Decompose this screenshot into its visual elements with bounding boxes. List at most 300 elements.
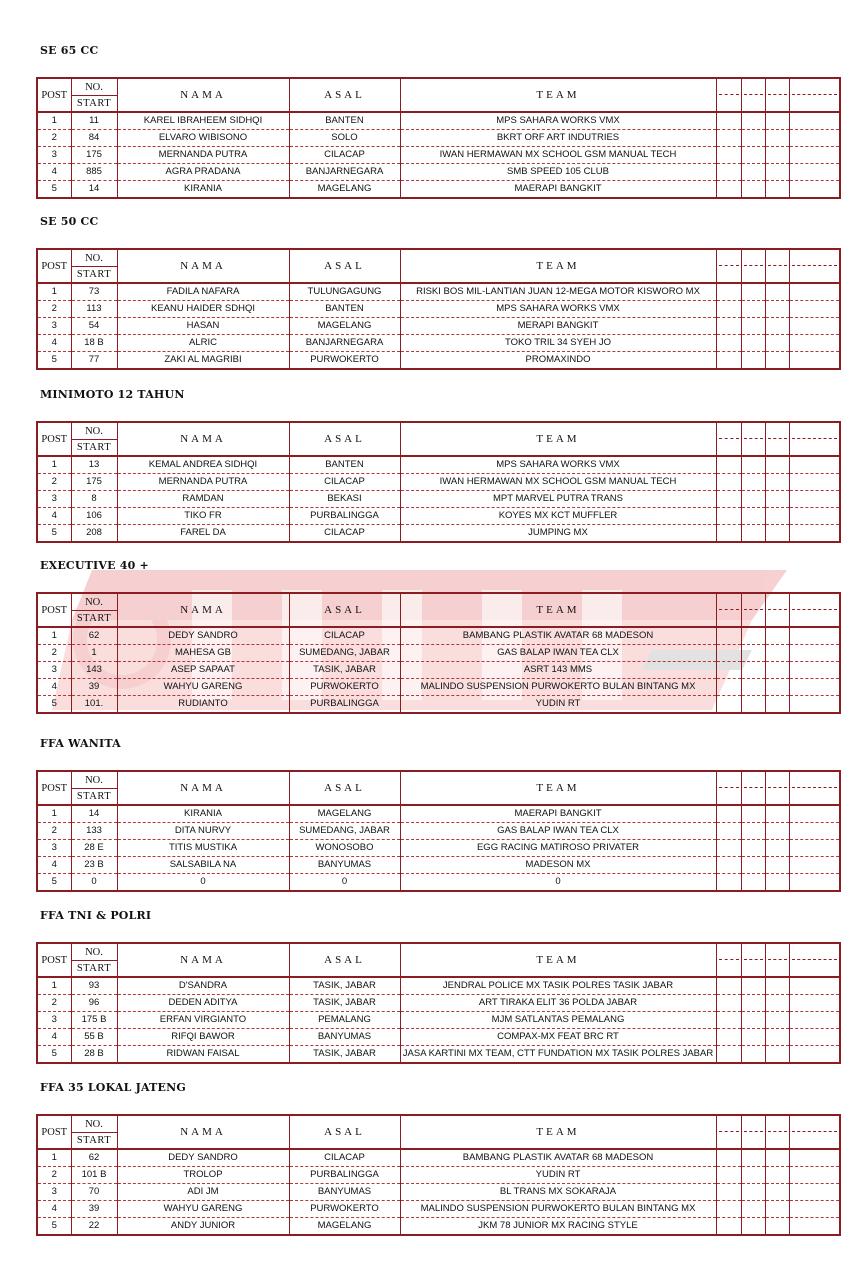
cell-box <box>741 1167 765 1184</box>
cell-asal: CILACAP <box>289 627 400 645</box>
cell-nama: ALRIC <box>117 335 289 352</box>
cell-box <box>741 1046 765 1064</box>
cell-box <box>716 112 741 130</box>
cell-box <box>765 823 789 840</box>
cell-box <box>789 491 840 508</box>
cell-nama: KAREL IBRAHEEM SIDHQI <box>117 112 289 130</box>
header-no-start <box>71 943 117 977</box>
table-row <box>37 1167 840 1184</box>
table-row <box>37 696 840 714</box>
cell-box <box>789 112 840 130</box>
cell-box <box>765 1167 789 1184</box>
cell-team: MAERAPI BANGKIT <box>400 805 716 823</box>
header-team: TEAM <box>400 249 716 283</box>
header-box <box>765 771 789 805</box>
cell-asal: 0 <box>289 874 400 892</box>
cell-nama: FAREL DA <box>117 525 289 543</box>
cell-box <box>716 456 741 474</box>
header-no: NO. <box>72 251 117 267</box>
cell-pos: 3 <box>37 662 71 679</box>
cell-nama: AGRA PRADANA <box>117 164 289 181</box>
cell-box <box>741 283 765 301</box>
cell-box <box>765 627 789 645</box>
cell-box <box>789 474 840 491</box>
cell-nama: ZAKI AL MAGRIBI <box>117 352 289 370</box>
cell-asal: BANYUMAS <box>289 1029 400 1046</box>
cell-box <box>716 977 741 995</box>
header-asal: ASAL <box>289 1115 400 1149</box>
cell-no-start: 14 <box>71 181 117 199</box>
header-box <box>765 422 789 456</box>
header-no: NO. <box>72 1117 117 1133</box>
cell-no-start: 22 <box>71 1218 117 1236</box>
cell-box <box>716 696 741 714</box>
cell-team: GAS BALAP IWAN TEA CLX <box>400 823 716 840</box>
cell-box <box>741 1201 765 1218</box>
cell-asal: TASIK, JABAR <box>289 977 400 995</box>
cell-no-start: 11 <box>71 112 117 130</box>
cell-box <box>741 1184 765 1201</box>
cell-box <box>741 995 765 1012</box>
header-box <box>741 422 765 456</box>
cell-no-start: 39 <box>71 1201 117 1218</box>
cell-team: PROMAXINDO <box>400 352 716 370</box>
cell-pos: 4 <box>37 1201 71 1218</box>
cell-box <box>789 301 840 318</box>
cell-team: MALINDO SUSPENSION PURWOKERTO BULAN BINTANG MX <box>400 679 716 696</box>
cell-box <box>716 335 741 352</box>
cell-no-start: 175 B <box>71 1012 117 1029</box>
cell-box <box>789 508 840 525</box>
cell-nama: KIRANIA <box>117 181 289 199</box>
cell-box <box>741 662 765 679</box>
cell-pos: 5 <box>37 1046 71 1064</box>
section-title: FFA 35 LOKAL JATENG <box>40 1081 186 1094</box>
cell-box <box>765 1184 789 1201</box>
cell-nama: 0 <box>117 874 289 892</box>
cell-box <box>741 112 765 130</box>
cell-team: 0 <box>400 874 716 892</box>
cell-box <box>765 874 789 892</box>
header-box <box>741 1115 765 1149</box>
header-start: START <box>76 1134 112 1146</box>
cell-pos: 2 <box>37 823 71 840</box>
cell-box <box>741 352 765 370</box>
cell-no-start: 18 B <box>71 335 117 352</box>
cell-asal: PURWOKERTO <box>289 679 400 696</box>
cell-box <box>789 1218 840 1236</box>
cell-box <box>789 456 840 474</box>
cell-box <box>716 283 741 301</box>
cell-team: BL TRANS MX SOKARAJA <box>400 1184 716 1201</box>
header-no-start <box>71 78 117 112</box>
cell-box <box>741 301 765 318</box>
cell-nama: TROLOP <box>117 1167 289 1184</box>
table-row <box>37 995 840 1012</box>
cell-no-start: 23 B <box>71 857 117 874</box>
header-box <box>789 593 840 627</box>
header-start: START <box>76 97 112 109</box>
cell-pos: 2 <box>37 1167 71 1184</box>
cell-box <box>765 508 789 525</box>
cell-box <box>741 130 765 147</box>
table-row <box>37 112 840 130</box>
header-box <box>741 593 765 627</box>
results-table <box>36 592 841 714</box>
cell-pos: 1 <box>37 283 71 301</box>
cell-asal: WONOSOBO <box>289 840 400 857</box>
header-nama: NAMA <box>117 943 289 977</box>
header-no: NO. <box>72 80 117 96</box>
cell-box <box>765 474 789 491</box>
cell-box <box>789 662 840 679</box>
cell-asal: BANJARNEGARA <box>289 335 400 352</box>
cell-team: MPT MARVEL PUTRA TRANS <box>400 491 716 508</box>
cell-box <box>716 1167 741 1184</box>
cell-asal: TULUNGAGUNG <box>289 283 400 301</box>
table-row <box>37 823 840 840</box>
cell-box <box>765 301 789 318</box>
cell-box <box>789 840 840 857</box>
cell-box <box>765 1046 789 1064</box>
table-row <box>37 1029 840 1046</box>
cell-box <box>741 491 765 508</box>
cell-nama: MAHESA GB <box>117 645 289 662</box>
cell-no-start: 175 <box>71 474 117 491</box>
table-row <box>37 1218 840 1236</box>
cell-pos: 4 <box>37 508 71 525</box>
cell-no-start: 77 <box>71 352 117 370</box>
cell-no-start: 101. <box>71 696 117 714</box>
header-no: NO. <box>72 945 117 961</box>
cell-box <box>716 995 741 1012</box>
header-box <box>741 78 765 112</box>
header-box <box>716 249 741 283</box>
cell-asal: TASIK, JABAR <box>289 1046 400 1064</box>
cell-team: GAS BALAP IWAN TEA CLX <box>400 645 716 662</box>
cell-nama: DITA NURVY <box>117 823 289 840</box>
cell-box <box>716 679 741 696</box>
cell-nama: HASAN <box>117 318 289 335</box>
cell-team: KOYES MX KCT MUFFLER <box>400 508 716 525</box>
cell-box <box>789 525 840 543</box>
cell-box <box>789 1046 840 1064</box>
table-row <box>37 1201 840 1218</box>
table-row <box>37 301 840 318</box>
table-row <box>37 1046 840 1064</box>
cell-box <box>789 335 840 352</box>
cell-asal: PURWOKERTO <box>289 1201 400 1218</box>
header-team: TEAM <box>400 422 716 456</box>
cell-pos: 4 <box>37 857 71 874</box>
cell-pos: 4 <box>37 679 71 696</box>
cell-nama: MERNANDA PUTRA <box>117 147 289 164</box>
cell-team: MAERAPI BANGKIT <box>400 181 716 199</box>
header-start: START <box>76 612 112 624</box>
cell-box <box>716 352 741 370</box>
cell-box <box>716 1218 741 1236</box>
cell-box <box>765 147 789 164</box>
header-team: TEAM <box>400 771 716 805</box>
header-nama: NAMA <box>117 771 289 805</box>
cell-box <box>765 352 789 370</box>
cell-team: IWAN HERMAWAN MX SCHOOL GSM MANUAL TECH <box>400 147 716 164</box>
header-box <box>741 249 765 283</box>
results-table <box>36 77 841 199</box>
cell-box <box>765 679 789 696</box>
cell-pos: 5 <box>37 181 71 199</box>
cell-nama: DEDEN ADITYA <box>117 995 289 1012</box>
cell-asal: SUMEDANG, JABAR <box>289 823 400 840</box>
cell-box <box>716 627 741 645</box>
header-asal: ASAL <box>289 593 400 627</box>
cell-box <box>716 508 741 525</box>
cell-box <box>765 1201 789 1218</box>
cell-nama: RIFQI BAWOR <box>117 1029 289 1046</box>
header-asal: ASAL <box>289 78 400 112</box>
header-box <box>741 771 765 805</box>
cell-team: ART TIRAKA ELIT 36 POLDA JABAR <box>400 995 716 1012</box>
table-row <box>37 456 840 474</box>
cell-no-start: 101 B <box>71 1167 117 1184</box>
header-post: POST <box>37 943 71 977</box>
cell-team: EGG RACING MATIROSO PRIVATER <box>400 840 716 857</box>
cell-no-start: 106 <box>71 508 117 525</box>
cell-nama: KIRANIA <box>117 805 289 823</box>
cell-nama: ERFAN VIRGIANTO <box>117 1012 289 1029</box>
cell-box <box>716 1149 741 1167</box>
table-row <box>37 645 840 662</box>
cell-box <box>765 662 789 679</box>
cell-team: YUDIN RT <box>400 696 716 714</box>
cell-pos: 1 <box>37 977 71 995</box>
cell-no-start: 143 <box>71 662 117 679</box>
table-row <box>37 147 840 164</box>
cell-box <box>765 456 789 474</box>
cell-no-start: 73 <box>71 283 117 301</box>
cell-team: IWAN HERMAWAN MX SCHOOL GSM MANUAL TECH <box>400 474 716 491</box>
table-row <box>37 857 840 874</box>
cell-box <box>741 181 765 199</box>
cell-pos: 3 <box>37 147 71 164</box>
header-no-start <box>71 771 117 805</box>
header-box <box>716 771 741 805</box>
header-team: TEAM <box>400 943 716 977</box>
cell-box <box>716 823 741 840</box>
cell-box <box>741 1218 765 1236</box>
cell-box <box>765 181 789 199</box>
header-asal: ASAL <box>289 943 400 977</box>
cell-pos: 5 <box>37 352 71 370</box>
header-box <box>789 78 840 112</box>
cell-pos: 3 <box>37 318 71 335</box>
cell-nama: RUDIANTO <box>117 696 289 714</box>
table-row <box>37 840 840 857</box>
cell-box <box>789 977 840 995</box>
cell-box <box>716 857 741 874</box>
header-box <box>716 422 741 456</box>
header-box <box>741 943 765 977</box>
table-row <box>37 1184 840 1201</box>
cell-pos: 1 <box>37 805 71 823</box>
cell-team: JENDRAL POLICE MX TASIK POLRES TASIK JABAR <box>400 977 716 995</box>
cell-box <box>765 112 789 130</box>
section-title: SE 65 CC <box>40 44 99 57</box>
cell-pos: 1 <box>37 627 71 645</box>
cell-team: COMPAX-MX FEAT BRC RT <box>400 1029 716 1046</box>
results-table <box>36 770 841 892</box>
header-no-start <box>71 593 117 627</box>
header-post: POST <box>37 422 71 456</box>
cell-box <box>765 857 789 874</box>
cell-nama: KEANU HAIDER SDHQI <box>117 301 289 318</box>
cell-asal: MAGELANG <box>289 181 400 199</box>
cell-nama: ADI JM <box>117 1184 289 1201</box>
cell-box <box>789 823 840 840</box>
table-row <box>37 662 840 679</box>
header-post: POST <box>37 1115 71 1149</box>
cell-no-start: 1 <box>71 645 117 662</box>
cell-box <box>716 1029 741 1046</box>
header-box <box>716 78 741 112</box>
table-row <box>37 474 840 491</box>
cell-box <box>789 318 840 335</box>
cell-pos: 5 <box>37 874 71 892</box>
cell-no-start: 93 <box>71 977 117 995</box>
cell-asal: CILACAP <box>289 474 400 491</box>
cell-asal: SOLO <box>289 130 400 147</box>
cell-team: BAMBANG PLASTIK AVATAR 68 MADESON <box>400 1149 716 1167</box>
cell-no-start: 133 <box>71 823 117 840</box>
cell-box <box>741 874 765 892</box>
cell-no-start: 885 <box>71 164 117 181</box>
table-row <box>37 805 840 823</box>
cell-box <box>789 679 840 696</box>
cell-box <box>741 977 765 995</box>
cell-team: YUDIN RT <box>400 1167 716 1184</box>
header-no: NO. <box>72 773 117 789</box>
cell-box <box>741 147 765 164</box>
cell-asal: CILACAP <box>289 147 400 164</box>
header-start: START <box>76 441 112 453</box>
cell-no-start: 208 <box>71 525 117 543</box>
cell-box <box>765 1218 789 1236</box>
header-team: TEAM <box>400 593 716 627</box>
cell-pos: 3 <box>37 840 71 857</box>
cell-pos: 3 <box>37 491 71 508</box>
cell-team: BKRT ORF ART INDUTRIES <box>400 130 716 147</box>
cell-box <box>789 1029 840 1046</box>
cell-box <box>765 696 789 714</box>
cell-team: SMB SPEED 105 CLUB <box>400 164 716 181</box>
cell-no-start: 84 <box>71 130 117 147</box>
table-row <box>37 491 840 508</box>
cell-no-start: 96 <box>71 995 117 1012</box>
cell-asal: BANYUMAS <box>289 1184 400 1201</box>
table-row <box>37 874 840 892</box>
cell-asal: BEKASI <box>289 491 400 508</box>
cell-box <box>765 1149 789 1167</box>
cell-box <box>716 662 741 679</box>
cell-pos: 3 <box>37 1184 71 1201</box>
cell-team: MJM SATLANTAS PEMALANG <box>400 1012 716 1029</box>
cell-box <box>765 995 789 1012</box>
header-box <box>765 593 789 627</box>
cell-team: MADESON MX <box>400 857 716 874</box>
cell-asal: BANTEN <box>289 456 400 474</box>
header-no-start <box>71 422 117 456</box>
section-title: MINIMOTO 12 TAHUN <box>40 388 185 401</box>
table-row <box>37 283 840 301</box>
cell-box <box>716 525 741 543</box>
cell-team: MERAPI BANGKIT <box>400 318 716 335</box>
cell-box <box>741 1029 765 1046</box>
cell-box <box>716 474 741 491</box>
cell-box <box>741 679 765 696</box>
cell-team: MPS SAHARA WORKS VMX <box>400 112 716 130</box>
cell-box <box>789 1201 840 1218</box>
cell-box <box>765 977 789 995</box>
cell-asal: BANTEN <box>289 112 400 130</box>
cell-nama: D'SANDRA <box>117 977 289 995</box>
cell-nama: FADILA NAFARA <box>117 283 289 301</box>
cell-box <box>765 1012 789 1029</box>
cell-team: MPS SAHARA WORKS VMX <box>400 456 716 474</box>
cell-box <box>741 696 765 714</box>
cell-box <box>789 627 840 645</box>
header-no-start <box>71 249 117 283</box>
cell-pos: 4 <box>37 335 71 352</box>
header-post: POST <box>37 249 71 283</box>
table-row <box>37 1149 840 1167</box>
header-nama: NAMA <box>117 422 289 456</box>
cell-asal: MAGELANG <box>289 805 400 823</box>
cell-box <box>716 1201 741 1218</box>
cell-box <box>741 840 765 857</box>
header-nama: NAMA <box>117 78 289 112</box>
cell-box <box>765 491 789 508</box>
cell-box <box>741 805 765 823</box>
cell-no-start: 39 <box>71 679 117 696</box>
cell-team: JASA KARTINI MX TEAM, CTT FUNDATION MX TASIK POLRES JABAR <box>400 1046 716 1064</box>
cell-box <box>765 164 789 181</box>
table-row <box>37 181 840 199</box>
cell-no-start: 175 <box>71 147 117 164</box>
cell-pos: 5 <box>37 1218 71 1236</box>
header-post: POST <box>37 771 71 805</box>
cell-box <box>789 696 840 714</box>
header-no: NO. <box>72 595 117 611</box>
cell-asal: BANJARNEGARA <box>289 164 400 181</box>
cell-asal: CILACAP <box>289 525 400 543</box>
cell-no-start: 55 B <box>71 1029 117 1046</box>
cell-box <box>716 491 741 508</box>
header-box <box>765 1115 789 1149</box>
cell-pos: 5 <box>37 696 71 714</box>
cell-box <box>765 1029 789 1046</box>
results-table <box>36 942 841 1064</box>
cell-no-start: 14 <box>71 805 117 823</box>
cell-pos: 2 <box>37 995 71 1012</box>
cell-box <box>789 805 840 823</box>
header-box <box>716 593 741 627</box>
cell-pos: 2 <box>37 474 71 491</box>
cell-asal: PURBALINGGA <box>289 696 400 714</box>
cell-pos: 1 <box>37 112 71 130</box>
header-asal: ASAL <box>289 422 400 456</box>
cell-no-start: 13 <box>71 456 117 474</box>
header-box <box>765 249 789 283</box>
